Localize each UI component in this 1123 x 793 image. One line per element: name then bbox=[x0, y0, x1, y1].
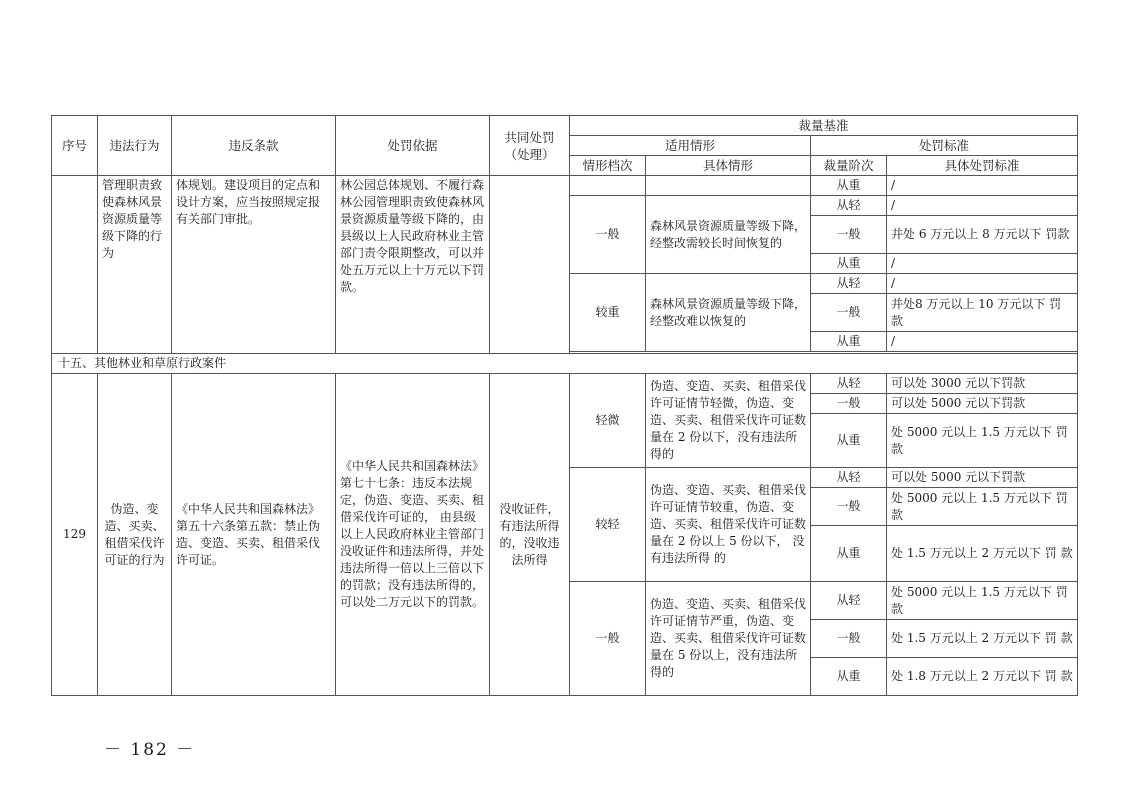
level-cell: 轻微 bbox=[570, 374, 646, 468]
penalty-cell: 并处 6 万元以上 8 万元以下 罚款 bbox=[887, 216, 1078, 254]
stage-cell: 一般 bbox=[811, 620, 887, 658]
situation-cell bbox=[646, 176, 811, 196]
basis-cell: 林公园总体规划、不履行森林公园管理职责致使森林风景资源质量等级下降的，由县级以上人民政府林业主管部门责令限期整改，可以并处五万元以上十万元以下罚款。 bbox=[336, 176, 490, 354]
penalty-cell: 可以处 5000 元以下罚款 bbox=[887, 394, 1078, 414]
act-cell: 管理职责致使森林风景资源质量等级下降的行为 bbox=[98, 176, 172, 354]
level-cell: 较重 bbox=[570, 274, 646, 352]
header-applicable: 适用情形 bbox=[570, 136, 811, 156]
penalty-cell: / bbox=[887, 196, 1078, 216]
act-cell: 伪造、变造、买卖、租借采伐许可证的行为 bbox=[98, 374, 172, 696]
penalty-cell: 处 1.8 万元以上 2 万元以下 罚 款 bbox=[887, 658, 1078, 696]
stage-cell: 从轻 bbox=[811, 374, 887, 394]
header-basis: 处罚依据 bbox=[336, 116, 490, 176]
header-clause: 违反条款 bbox=[172, 116, 336, 176]
stage-cell: 从重 bbox=[811, 254, 887, 274]
stage-cell: 从重 bbox=[811, 658, 887, 696]
header-situation: 具体情形 bbox=[646, 156, 811, 176]
stage-cell: 从轻 bbox=[811, 274, 887, 294]
level-cell: 较轻 bbox=[570, 468, 646, 582]
stage-cell: 从重 bbox=[811, 176, 887, 196]
situation-cell: 伪造、变造、买卖、租借采伐许可证情节严重，伪造、变造、买卖、租借采伐许可证数量在 5 份以上，没有违法所得的 bbox=[646, 582, 811, 696]
header-act: 违法行为 bbox=[98, 116, 172, 176]
stage-cell: 一般 bbox=[811, 294, 887, 332]
stage-cell: 从重 bbox=[811, 414, 887, 468]
page-number: － 182 － bbox=[104, 740, 196, 760]
discretion-table bbox=[51, 115, 1078, 696]
penalty-cell: / bbox=[887, 254, 1078, 274]
penalty-cell: 可以处 5000 元以下罚款 bbox=[887, 468, 1078, 488]
header-stage: 裁量阶次 bbox=[811, 156, 887, 176]
stage-cell: 从轻 bbox=[811, 468, 887, 488]
penalty-cell: 处 5000 元以上 1.5 万元以下 罚款 bbox=[887, 488, 1078, 526]
clause-cell: 体规划。建设项目的定点和设计方案，应当按照规定报有关部门审批。 bbox=[172, 176, 336, 354]
seq-cell: 129 bbox=[52, 374, 98, 696]
joint-cell: 没收证件，有违法所得的，没收违法所得 bbox=[490, 374, 570, 696]
penalty-cell: 处 5000 元以上 1.5 万元以下 罚款 bbox=[887, 414, 1078, 468]
header-standard: 处罚标准 bbox=[811, 136, 1078, 156]
clause-cell: 《中华人民共和国森林法》第五十六条第五款：禁止伪造、变造、买卖、租借采伐许可证。 bbox=[172, 374, 336, 696]
penalty-cell: 并处8 万元以上 10 万元以下 罚款 bbox=[887, 294, 1078, 332]
situation-cell: 伪造、变造、买卖、租借采伐许可证情节较重，伪造、变造、买卖、租借采伐许可证数量在 2 份以上 5 份以下， 没有违法所得 的 bbox=[646, 468, 811, 582]
penalty-cell: 处 1.5 万元以上 2 万元以下 罚 款 bbox=[887, 620, 1078, 658]
table-row bbox=[52, 374, 1078, 394]
header-level: 情形档次 bbox=[570, 156, 646, 176]
stage-cell: 一般 bbox=[811, 394, 887, 414]
table-row bbox=[52, 176, 1078, 196]
situation-cell: 伪造、变造、买卖、租借采伐许可证情节轻微，伪造、变造、买卖、租借采伐许可证数量在 2 份以下，没有违法所得的 bbox=[646, 374, 811, 468]
header-joint: 共同处罚（处理） bbox=[490, 116, 570, 176]
level-cell: 一般 bbox=[570, 582, 646, 696]
seq-cell bbox=[52, 176, 98, 354]
stage-cell: 从轻 bbox=[811, 196, 887, 216]
header-discretion: 裁量基准 bbox=[570, 116, 1078, 136]
penalty-cell: 处 1.5 万元以上 2 万元以下 罚 款 bbox=[887, 526, 1078, 582]
header-seq: 序号 bbox=[52, 116, 98, 176]
joint-cell bbox=[490, 176, 570, 354]
header-penalty: 具体处罚标准 bbox=[887, 156, 1078, 176]
basis-cell: 《中华人民共和国森林法》第七十七条：违反本法规定，伪造、变造、买卖、租借采伐许可证的， 由县级以上人民政府林业主管部门没收证件和违法所得，并处违法所得一倍以上三倍以下的罚款；没有违法所得的，可以处二万元以下的罚款。 bbox=[336, 374, 490, 696]
penalty-cell: / bbox=[887, 332, 1078, 352]
section-row bbox=[52, 354, 1078, 374]
stage-cell: 从重 bbox=[811, 332, 887, 352]
penalty-cell: 可以处 3000 元以下罚款 bbox=[887, 374, 1078, 394]
section-heading: 十五、其他林业和草原行政案件 bbox=[52, 354, 1078, 374]
level-cell bbox=[570, 176, 646, 196]
situation-cell: 森林风景资源质量等级下降，经整改需较长时间恢复的 bbox=[646, 196, 811, 274]
penalty-cell: / bbox=[887, 176, 1078, 196]
situation-cell: 森林风景资源质量等级下降，经整改难以恢复的 bbox=[646, 274, 811, 352]
penalty-cell: / bbox=[887, 274, 1078, 294]
stage-cell: 一般 bbox=[811, 216, 887, 254]
level-cell: 一般 bbox=[570, 196, 646, 274]
stage-cell: 从轻 bbox=[811, 582, 887, 620]
stage-cell: 一般 bbox=[811, 488, 887, 526]
stage-cell: 从重 bbox=[811, 526, 887, 582]
penalty-cell: 处 5000 元以上 1.5 万元以下 罚款 bbox=[887, 582, 1078, 620]
